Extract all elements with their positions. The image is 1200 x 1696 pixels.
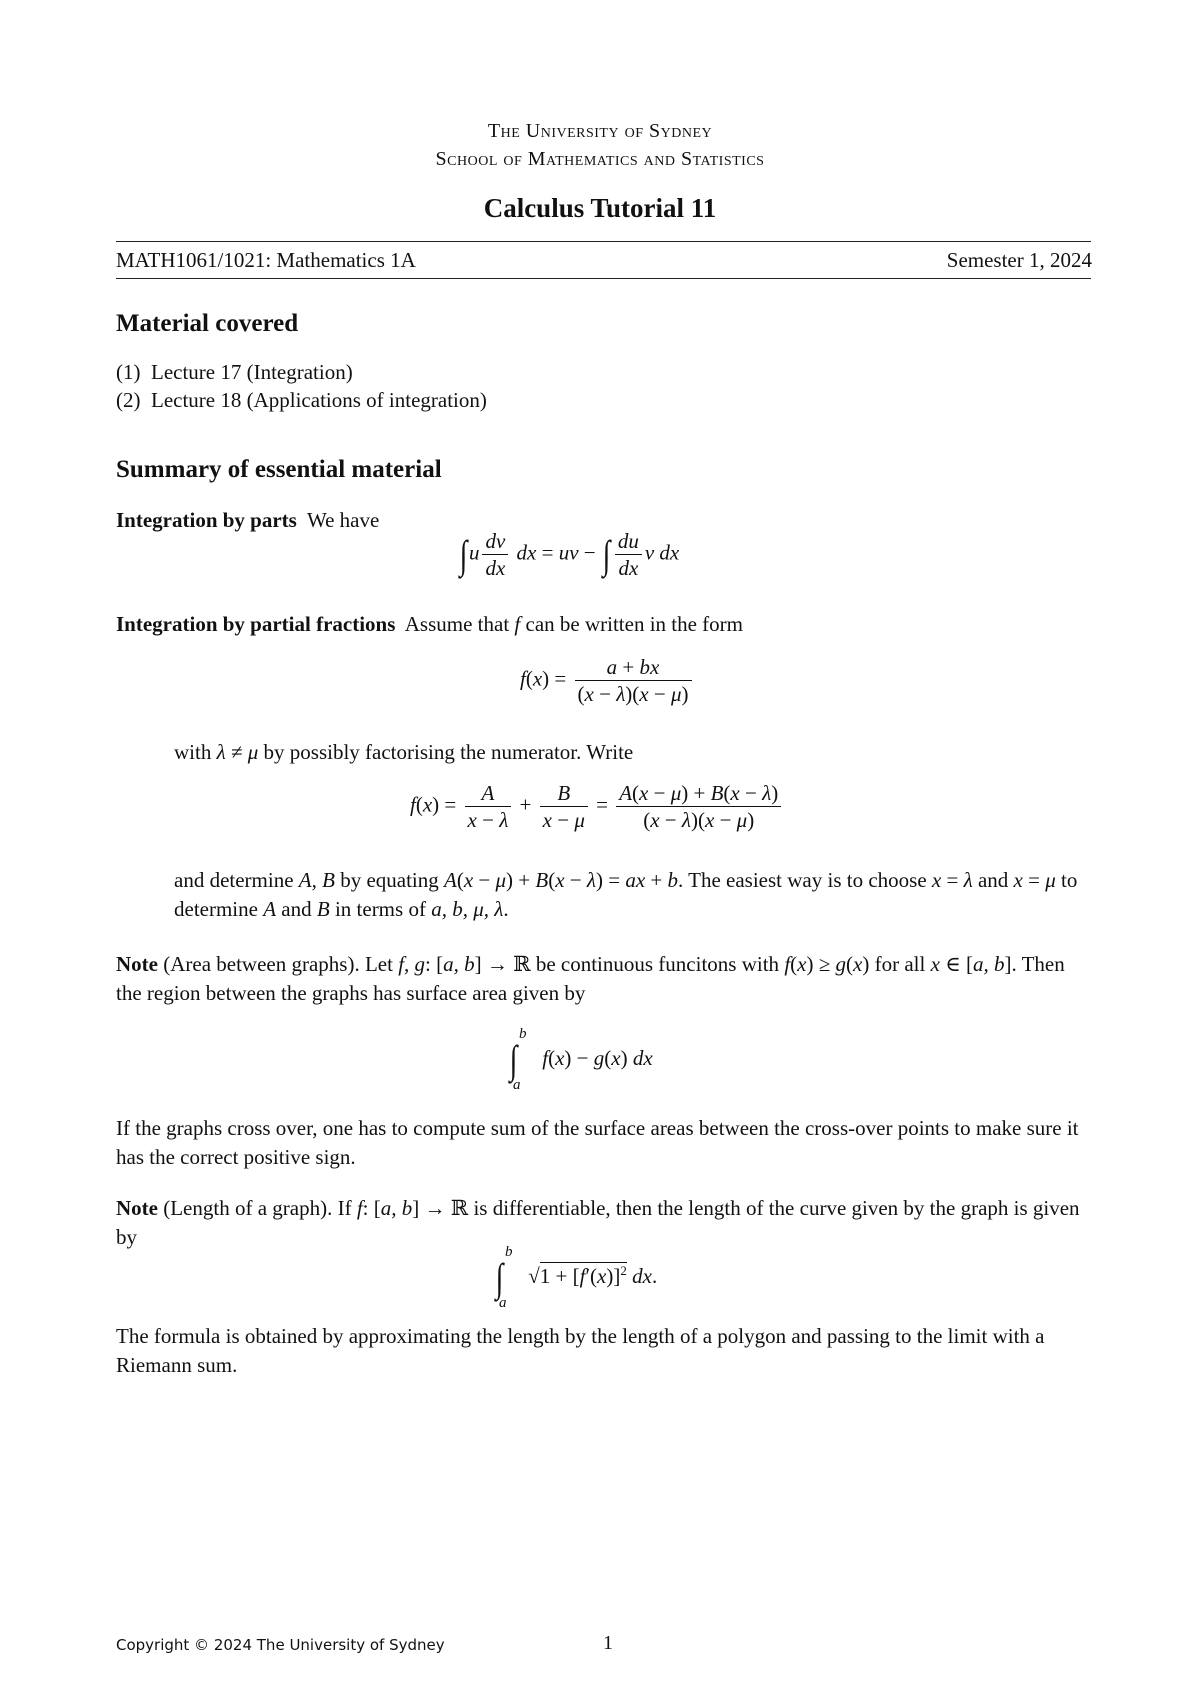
length-integral-formula: ∫ b a $√1 + [f'(x)]^2$ dx. bbox=[495, 1244, 658, 1311]
note1-text-3: . Then the region between the graphs has surface area given by bbox=[116, 952, 1065, 1005]
parts-text: We have bbox=[306, 508, 380, 532]
note-length-paragraph: Note (Length of a graph). If f: [a, b] → ℝ is differentiable, then the length of the curve given by the graph is given by bbox=[116, 1196, 1080, 1249]
partial-paragraph: Integration by partial fractions Assume that f can be written in the form bbox=[116, 612, 744, 636]
area-integral-formula: ∫ b a f(x) − g(x) dx bbox=[509, 1026, 653, 1093]
parts-label: Integration by parts bbox=[116, 508, 297, 532]
top-rule bbox=[116, 241, 1091, 242]
page-number: 1 bbox=[603, 1632, 613, 1654]
determine-paragraph: and determine A, B by equating A(x − μ) + B(x − λ) = ax + b. The easiest way is to choose x = λ and x = μ to determine A and B in terms of a, b, μ, λ. bbox=[174, 868, 1078, 921]
material-item-1: (1) Lecture 17 (Integration) bbox=[116, 360, 353, 384]
note2-text-1: is differentiable, then the length of the curve given by the graph is given by bbox=[116, 1196, 1080, 1249]
partial-label: Integration by partial fractions bbox=[116, 612, 396, 636]
note2-label: Note bbox=[116, 1196, 158, 1220]
determine-text-6: and bbox=[281, 897, 312, 921]
with-text-1: with bbox=[174, 740, 212, 764]
determine-text-5: to determine bbox=[174, 868, 1078, 921]
with-paragraph: with λ ≠ μ by possibly factorising the numerator. Write bbox=[174, 740, 634, 764]
school-name: School of Mathematics and Statistics bbox=[435, 148, 765, 170]
note2-title: (Length of a graph). If bbox=[163, 1196, 352, 1220]
summary-heading: Summary of essential material bbox=[116, 456, 442, 483]
determine-text-2: by equating bbox=[340, 868, 439, 892]
determine-text-7: in terms of bbox=[334, 897, 426, 921]
partial-text-2: can be written in the form bbox=[525, 612, 744, 636]
crossover-paragraph: If the graphs cross over, one has to compute sum of the surface areas between the cross-over points to make sure it has the correct positive sign. bbox=[116, 1116, 1079, 1169]
parts-formula: ∫u $\frac{dv}{dx}$ dx = uv − ∫ $\frac{du}{dx}$ v dx bbox=[459, 529, 680, 580]
partial-split-formula: f(x) = $\frac{A}{x - \lambda}$ + $\frac{B}{x - \mu}$ = $\frac{A(x - \mu) + B(x - \lambda)}{(x - \lambda)(x - \mu)}$ bbox=[410, 780, 784, 833]
determine-text-4: and bbox=[977, 868, 1009, 892]
semester-label: Semester 1, 2024 bbox=[946, 248, 1092, 272]
note-area-paragraph: Note (Area between graphs). Let f, g: [a, b] → ℝ be continuous funcitons with f(x) ≥ g(x) for all x ∈ [a, b]. Then the region between the graphs has surface area given by bbox=[116, 952, 1065, 1005]
page-title: Calculus Tutorial 11 bbox=[483, 193, 717, 223]
partial-text-1: Assume that bbox=[404, 612, 510, 636]
material-item-2: (2) Lecture 18 (Applications of integration) bbox=[116, 388, 487, 412]
material-heading: Material covered bbox=[116, 310, 299, 337]
determine-text-3: . The easiest way is to choose bbox=[678, 868, 927, 892]
determine-text-1: and determine bbox=[174, 868, 294, 892]
course-code: MATH1061/1021: Mathematics 1A bbox=[116, 248, 416, 272]
university-name: The University of Sydney bbox=[487, 120, 713, 142]
note-label: Note bbox=[116, 952, 158, 976]
partial-form-formula: f(x) = $\frac{a + bx}{(x - \lambda)(x - \mu)}$ bbox=[520, 654, 695, 707]
note1-text-2: for all bbox=[874, 952, 926, 976]
copyright: Copyright © 2024 The University of Sydney bbox=[116, 1636, 445, 1654]
formula-paragraph: The formula is obtained by approximating the length by the length of a polygon and passing to the limit with a Riemann sum. bbox=[116, 1324, 1045, 1377]
bottom-rule bbox=[116, 278, 1091, 279]
with-text-2: by possibly factorising the numerator. Write bbox=[263, 740, 634, 764]
note1-text-1: be continuous funcitons with bbox=[535, 952, 780, 976]
note1-title: (Area between graphs). Let bbox=[163, 952, 393, 976]
